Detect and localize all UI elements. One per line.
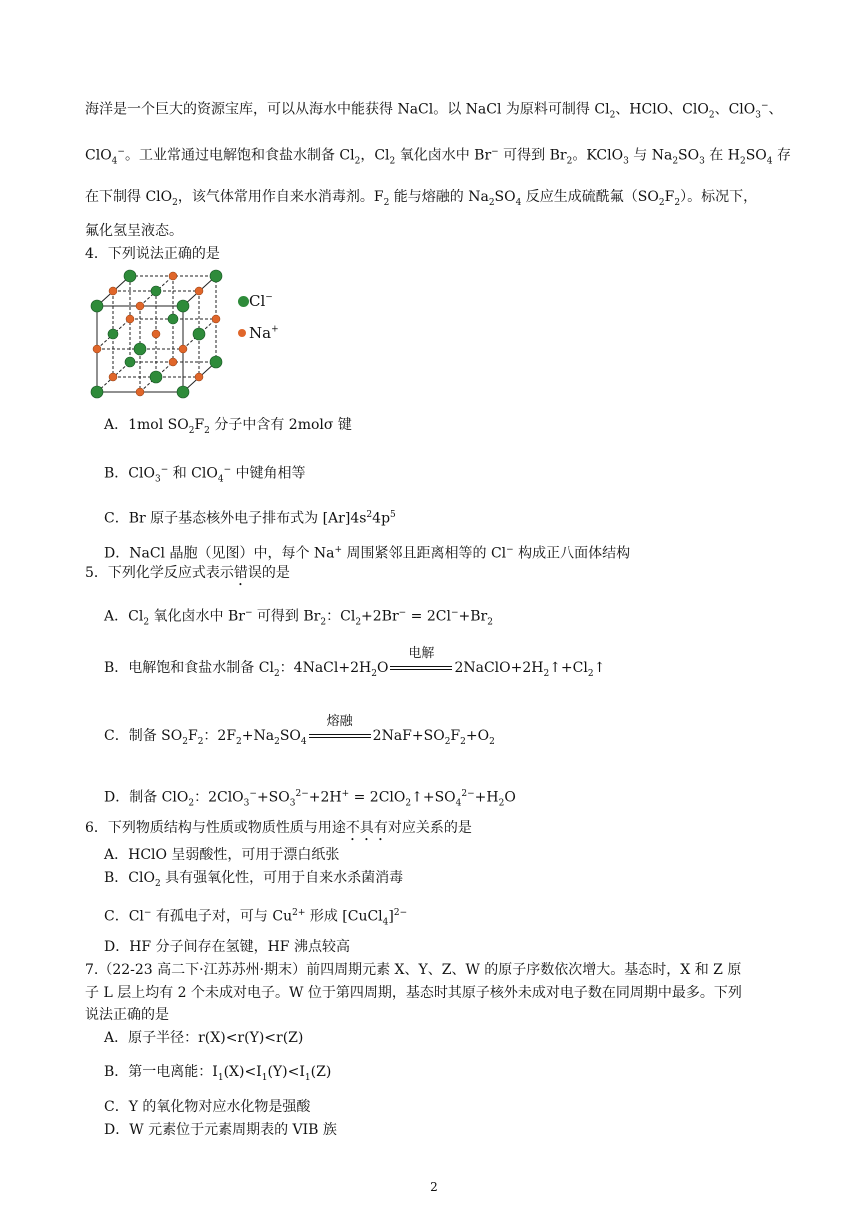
q5-option-c: C．制备 $SO_2F_2$：$2F_2+Na_2SO_4$ 熔融 $2NaF+SO_2F_2+O_2$ (104, 714, 495, 747)
legend-na: Na+ (238, 324, 279, 342)
electrolysis-condition: 电解 (390, 657, 452, 679)
na-ion-icon (238, 329, 246, 337)
q7-stem-line-3: 说法正确的是 (85, 1007, 169, 1023)
q7-option-d: D．W 元素位于元素周期表的 VIB 族 (104, 1122, 337, 1138)
q4-option-c: C．Br 原子基态核外电子排布式为 $[Ar]4s^24p^5$ (104, 510, 396, 527)
intro-line-4: 氟化氢呈液态。 (85, 223, 183, 239)
q4-option-a: A．1mol $SO_2F_2$ 分子中含有 2molσ 键 (104, 417, 352, 436)
q7-stem-line-1: 7.（22-23 高二下·江苏苏州·期末）前四周期元素 X、Y、Z、W 的原子序数依次增大。基态时，X 和 Z 原 (85, 962, 742, 978)
intro-line-3: 在下制得 ClO$_2$，该气体常用作自来水消毒剂。$F_2$ 能与熔融的 $Na_2SO_4$ 反应生成硫酰氟$(SO_2F_2)$。标况下， (85, 189, 758, 208)
crystal-legend (238, 288, 298, 348)
q5-option-a: A．$Cl_2$ 氧化卤水中 Br− 可得到 $Br_2$：$Cl_2+2Br^- = 2Cl^-+Br_2$ (104, 608, 493, 628)
q4-option-d: D．NaCl 晶胞（见图）中，每个 Na+ 周围紧邻且距离相等的 Cl− 构成正八面体结构 (104, 545, 631, 562)
q5-stem: 5．下列化学反应式表示错误的是 (85, 565, 290, 581)
q7-option-b: B．第一电离能：$I_1(X)<I_1(Y)<I_1(Z)$ (104, 1064, 332, 1083)
q6-option-b: B．ClO$_2$ 具有强氧化性，可用于自来水杀菌消毒 (104, 870, 404, 889)
page-number: 2 (430, 1180, 438, 1194)
melting-condition: 熔融 (309, 725, 371, 747)
intro-line-2: ClO$_4$−。工业常通过电解饱和食盐水制备 $Cl_2$，$Cl_2$ 氧化卤水中 Br− 可得到 $Br_2$。KClO$_3$ 与 $Na_2SO_3$ 在 $H_2SO_4$ 存 (85, 147, 791, 167)
q7-option-c: C．Y 的氧化物对应水化物是强酸 (104, 1099, 311, 1115)
q6-option-a: A．HClO 呈弱酸性，可用于漂白纸张 (104, 847, 340, 863)
intro-line-1: 海洋是一个巨大的资源宝库，可以从海水中能获得 NaCl。以 NaCl 为原料可制得 $Cl_2$、HClO、ClO$_2$、ClO$_3$−、 (85, 101, 783, 121)
nacl-unit-cell-figure (85, 266, 235, 401)
q5-option-d: D．制备 ClO$_2$：$2ClO_3^-+SO_3^{2-}+2H^+$ = $2ClO_2↑+SO_4^{2-}+H_2O$ (104, 789, 516, 809)
legend-cl: Cl− (238, 292, 273, 310)
q6-option-c: C．Cl− 有孤电子对，可与 $Cu^{2+}$ 形成 [CuCl$_4$]$^{2-}$ (104, 908, 408, 928)
cl-ion-icon (238, 296, 249, 307)
q5-option-b: B．电解饱和食盐水制备 $Cl_2$：$4NaCl+2H_2O$ 电解 $2NaClO+2H_2↑+Cl_2↑$ (104, 646, 606, 679)
q6-option-d: D．HF 分子间存在氢键，HF 沸点较高 (104, 939, 350, 955)
q7-option-a: A．原子半径：r(X)<r(Y)<r(Z) (104, 1030, 304, 1046)
q4-stem: 4．下列说法正确的是 (85, 246, 220, 262)
q7-stem-line-2: 子 L 层上均有 2 个未成对电子。W 位于第四周期，基态时其原子核外未成对电子数在同周期中最多。下列 (85, 985, 742, 1001)
q6-stem: 6．下列物质结构与性质或物质性质与用途不具有对应关系的是 (85, 820, 472, 836)
q4-option-b: B．ClO$_3$− 和 ClO$_4$− 中键角相等 (104, 465, 306, 485)
